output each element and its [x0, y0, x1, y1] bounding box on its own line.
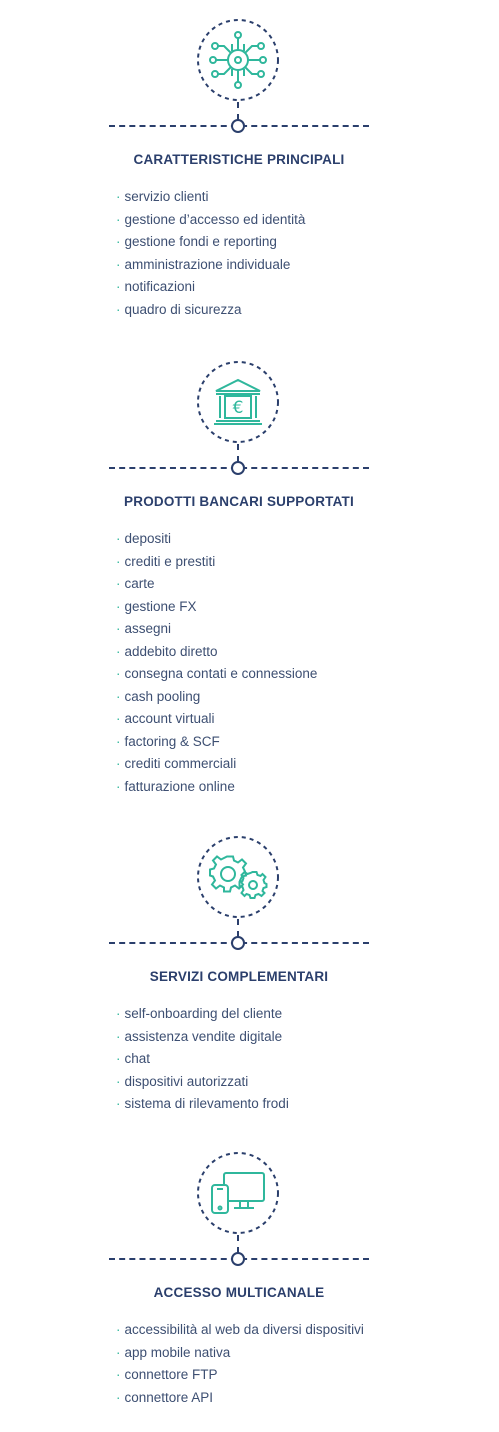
list-item: · chat — [116, 1051, 151, 1066]
vertical-connector — [237, 1235, 239, 1253]
list-item: · self-onboarding del cliente — [116, 1006, 283, 1021]
list-item: · notificazioni — [116, 279, 196, 294]
list-item: · assegni — [116, 621, 172, 636]
timeline-node — [231, 1252, 245, 1266]
list-item: · factoring & SCF — [116, 733, 220, 749]
list-item: · depositi — [116, 531, 172, 546]
list-item: · cash pooling — [116, 688, 201, 704]
list-item: · accessibilità al web da diversi dispositivi — [116, 1322, 364, 1337]
list-item: · gestione d’accesso ed identità — [116, 211, 306, 227]
list-item: · servizio clienti — [116, 189, 209, 204]
list-item: · crediti commerciali — [116, 756, 237, 771]
list-item: · carte — [116, 576, 155, 591]
list-item: · assistenza vendite digitale — [116, 1028, 283, 1044]
vertical-connector — [237, 444, 239, 462]
list-item: · quadro di sicurezza — [116, 301, 242, 317]
list-item: · addebito diretto — [116, 643, 218, 659]
vertical-connector — [237, 102, 239, 120]
product-list — [116, 528, 317, 798]
list-item: · gestione fondi e reporting — [116, 234, 277, 249]
bank-euro-icon — [196, 360, 280, 444]
section-title: PRODOTTI BANCARI SUPPORTATI — [124, 494, 354, 509]
section-title: ACCESSO MULTICANALE — [153, 1285, 325, 1300]
list-item: · app mobile nativa — [116, 1344, 231, 1360]
section-title: SERVIZI COMPLEMENTARI — [149, 969, 329, 984]
feature-list — [116, 186, 305, 321]
services-list — [116, 1003, 289, 1116]
list-item: · sistema di rilevamento frodi — [116, 1096, 289, 1111]
gears-icon — [196, 835, 280, 919]
section-title: CARATTERISTICHE PRINCIPALI — [133, 152, 345, 167]
network-chip-icon — [196, 18, 280, 102]
svg-text:€: € — [232, 398, 244, 418]
channels-list — [116, 1319, 364, 1409]
list-item: · consegna contati e connessione — [116, 666, 318, 681]
devices-icon — [196, 1151, 280, 1235]
timeline-node — [231, 119, 245, 133]
vertical-connector — [237, 919, 239, 937]
list-item: · fatturazione online — [116, 778, 235, 794]
list-item: · dispositivi autorizzati — [116, 1073, 249, 1089]
list-item: · connettore FTP — [116, 1367, 218, 1382]
list-item: · connettore API — [116, 1389, 214, 1405]
list-item: · crediti e prestiti — [116, 553, 216, 569]
list-item: · account virtuali — [116, 711, 215, 726]
timeline-node — [231, 461, 245, 475]
timeline-node — [231, 936, 245, 950]
list-item: · gestione FX — [116, 598, 197, 614]
list-item: · amministrazione individuale — [116, 256, 291, 272]
